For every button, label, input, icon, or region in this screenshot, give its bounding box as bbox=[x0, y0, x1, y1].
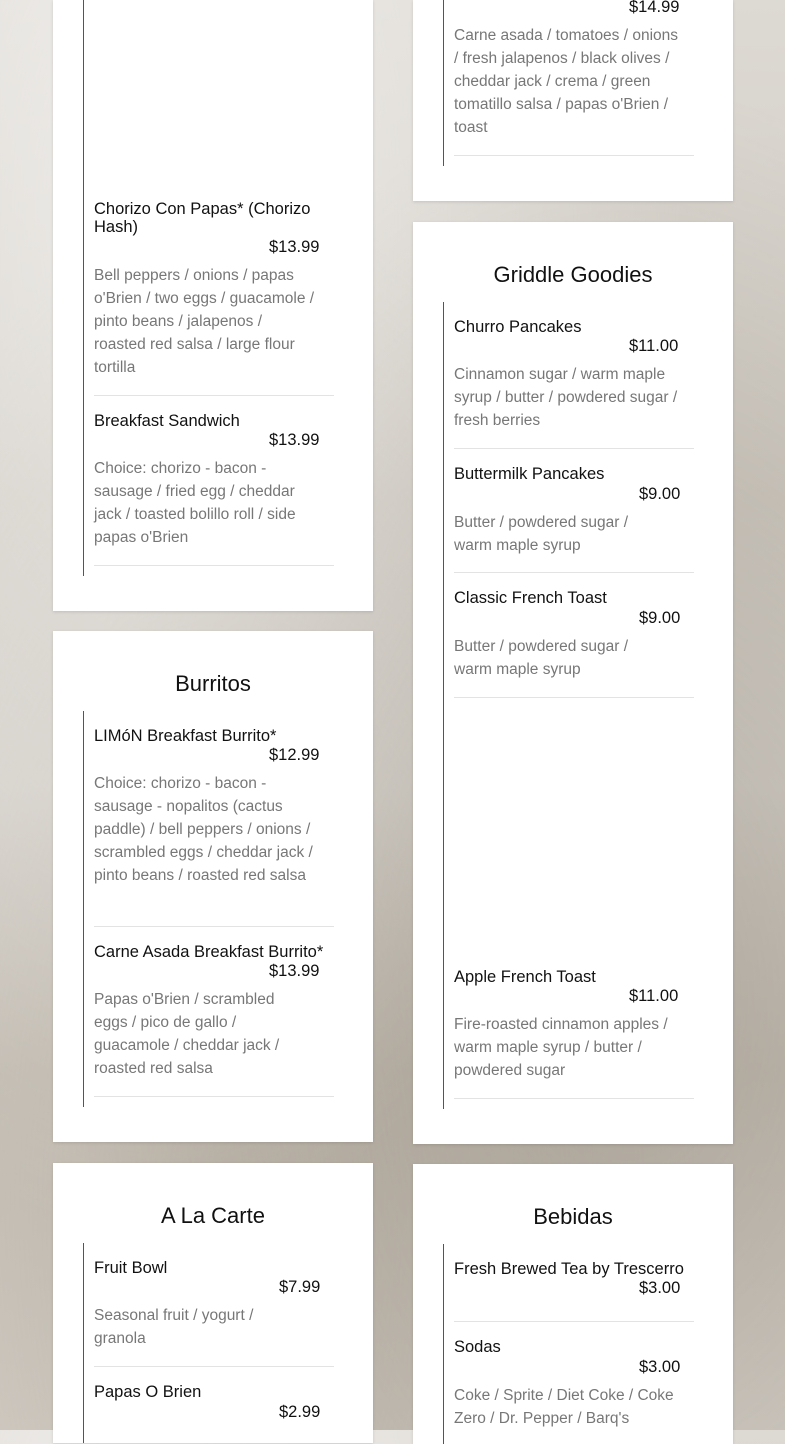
menu-item-description: Seasonal fruit / yogurt / granola bbox=[94, 1307, 254, 1347]
menu-item-price: $9.00 bbox=[639, 485, 681, 503]
menu-item bbox=[454, 589, 694, 678]
menu-item-price: $7.99 bbox=[279, 1278, 321, 1296]
menu-item-name: Apple French Toast bbox=[454, 968, 596, 986]
menu-item-name: Churro Pancakes bbox=[454, 318, 582, 336]
menu-item-price: $9.00 bbox=[639, 609, 681, 627]
menu-item-description: Choice: chorizo - bacon - sausage / fried egg / cheddar jack / toasted bolillo roll / side papas o'Brien bbox=[94, 460, 296, 546]
menu-rail bbox=[83, 711, 84, 1107]
menu-rail bbox=[443, 0, 444, 166]
menu-card-breakfast bbox=[53, 0, 373, 611]
section-title: Burritos bbox=[175, 671, 251, 696]
menu-item-description: Choice: chorizo - bacon - sausage - nopalitos (cactus paddle) / bell peppers / onions / scrambled eggs / cheddar jack / pinto beans / roasted red salsa bbox=[94, 775, 313, 884]
menu-item-price: $13.99 bbox=[269, 962, 320, 980]
menu-card-top-right bbox=[413, 0, 733, 201]
menu-item-name: Carne Asada Breakfast Burrito* bbox=[94, 943, 324, 961]
menu-divider bbox=[454, 1321, 694, 1322]
menu-item-price: $13.99 bbox=[269, 431, 320, 449]
menu-item bbox=[94, 727, 334, 884]
menu-divider bbox=[454, 572, 694, 573]
menu-item-description: Bell peppers / onions / papas o'Brien / two eggs / guacamole / pinto beans / jalapenos / roasted red salsa / large flour tortilla bbox=[94, 267, 315, 376]
menu-divider bbox=[454, 448, 694, 449]
menu-item-name: Sodas bbox=[454, 1338, 501, 1356]
menu-item-name: Fruit Bowl bbox=[94, 1259, 168, 1277]
menu-divider bbox=[94, 1366, 334, 1367]
menu-divider bbox=[94, 1096, 334, 1097]
menu-item bbox=[94, 200, 334, 390]
menu-rail bbox=[443, 1244, 444, 1444]
menu-card-griddle-goodies bbox=[413, 222, 733, 1144]
menu-item-description: Papas o'Brien / scrambled eggs / pico de gallo / guacamole / cheddar jack / roasted red salsa bbox=[94, 991, 280, 1077]
menu-item-description: Butter / powdered sugar / warm maple syrup bbox=[454, 638, 629, 678]
menu-item-description: Fire-roasted cinnamon apples / warm maple syrup / butter / powdered sugar bbox=[454, 1016, 668, 1079]
menu-divider bbox=[94, 395, 334, 396]
menu-item-description: Butter / powdered sugar / warm maple syrup bbox=[454, 514, 629, 554]
menu-divider bbox=[94, 926, 334, 927]
menu-rail bbox=[443, 302, 444, 1109]
menu-item-price: $12.99 bbox=[269, 746, 320, 764]
menu-divider bbox=[454, 1098, 694, 1099]
menu-item-name: Fresh Brewed Tea by Trescerro bbox=[454, 1260, 684, 1278]
menu-item-name: LIMóN Breakfast Burrito* bbox=[94, 727, 277, 745]
menu-item-name: Breakfast Sandwich bbox=[94, 412, 240, 430]
menu-item bbox=[454, 0, 694, 150]
menu-item bbox=[454, 1260, 694, 1297]
menu-item-description: Carne asada / tomatoes / onions / fresh jalapenos / black olives / cheddar jack / crema / green tomatillo salsa / papas o'Brien / toast bbox=[454, 27, 679, 136]
menu-divider bbox=[94, 565, 334, 566]
menu-item-price: $11.00 bbox=[629, 987, 679, 1005]
menu-item-price: $3.00 bbox=[639, 1279, 681, 1297]
menu-divider bbox=[454, 155, 694, 156]
menu-item-name: Buttermilk Pancakes bbox=[454, 465, 605, 483]
menu-item bbox=[454, 968, 694, 1079]
menu-item bbox=[94, 412, 334, 562]
menu-rail bbox=[83, 1243, 84, 1443]
menu-card-bebidas bbox=[413, 1164, 733, 1444]
menu-item-price: $13.99 bbox=[269, 238, 320, 256]
menu-item-description: Coke / Sprite / Diet Coke / Coke Zero / Dr. Pepper / Barq's bbox=[454, 1387, 674, 1427]
menu-item-price: $14.99 bbox=[629, 0, 680, 16]
menu-item-name: Papas O Brien bbox=[94, 1383, 202, 1401]
menu-item-price: $11.00 bbox=[629, 337, 679, 355]
menu-item-name: Chorizo Con Papas* (Chorizo Hash) bbox=[94, 200, 311, 236]
menu-item bbox=[94, 943, 334, 1077]
menu-item bbox=[454, 1338, 694, 1427]
menu-card-a-la-carte bbox=[53, 1163, 373, 1443]
menu-item bbox=[454, 318, 694, 429]
menu-card-burritos bbox=[53, 631, 373, 1142]
menu-item bbox=[454, 465, 694, 554]
menu-divider bbox=[454, 697, 694, 698]
menu-item-name: Classic French Toast bbox=[454, 589, 607, 607]
section-title: Bebidas bbox=[533, 1204, 613, 1229]
section-title: Griddle Goodies bbox=[493, 262, 653, 287]
menu-item bbox=[94, 1259, 334, 1347]
section-title: A La Carte bbox=[161, 1203, 265, 1228]
menu-item-price: $2.99 bbox=[279, 1403, 321, 1421]
menu-item bbox=[94, 1383, 334, 1421]
menu-item-description: Cinnamon sugar / warm maple syrup / butter / powdered sugar / fresh berries bbox=[454, 366, 678, 429]
menu-item-price: $3.00 bbox=[639, 1358, 681, 1376]
menu-rail bbox=[83, 0, 84, 576]
